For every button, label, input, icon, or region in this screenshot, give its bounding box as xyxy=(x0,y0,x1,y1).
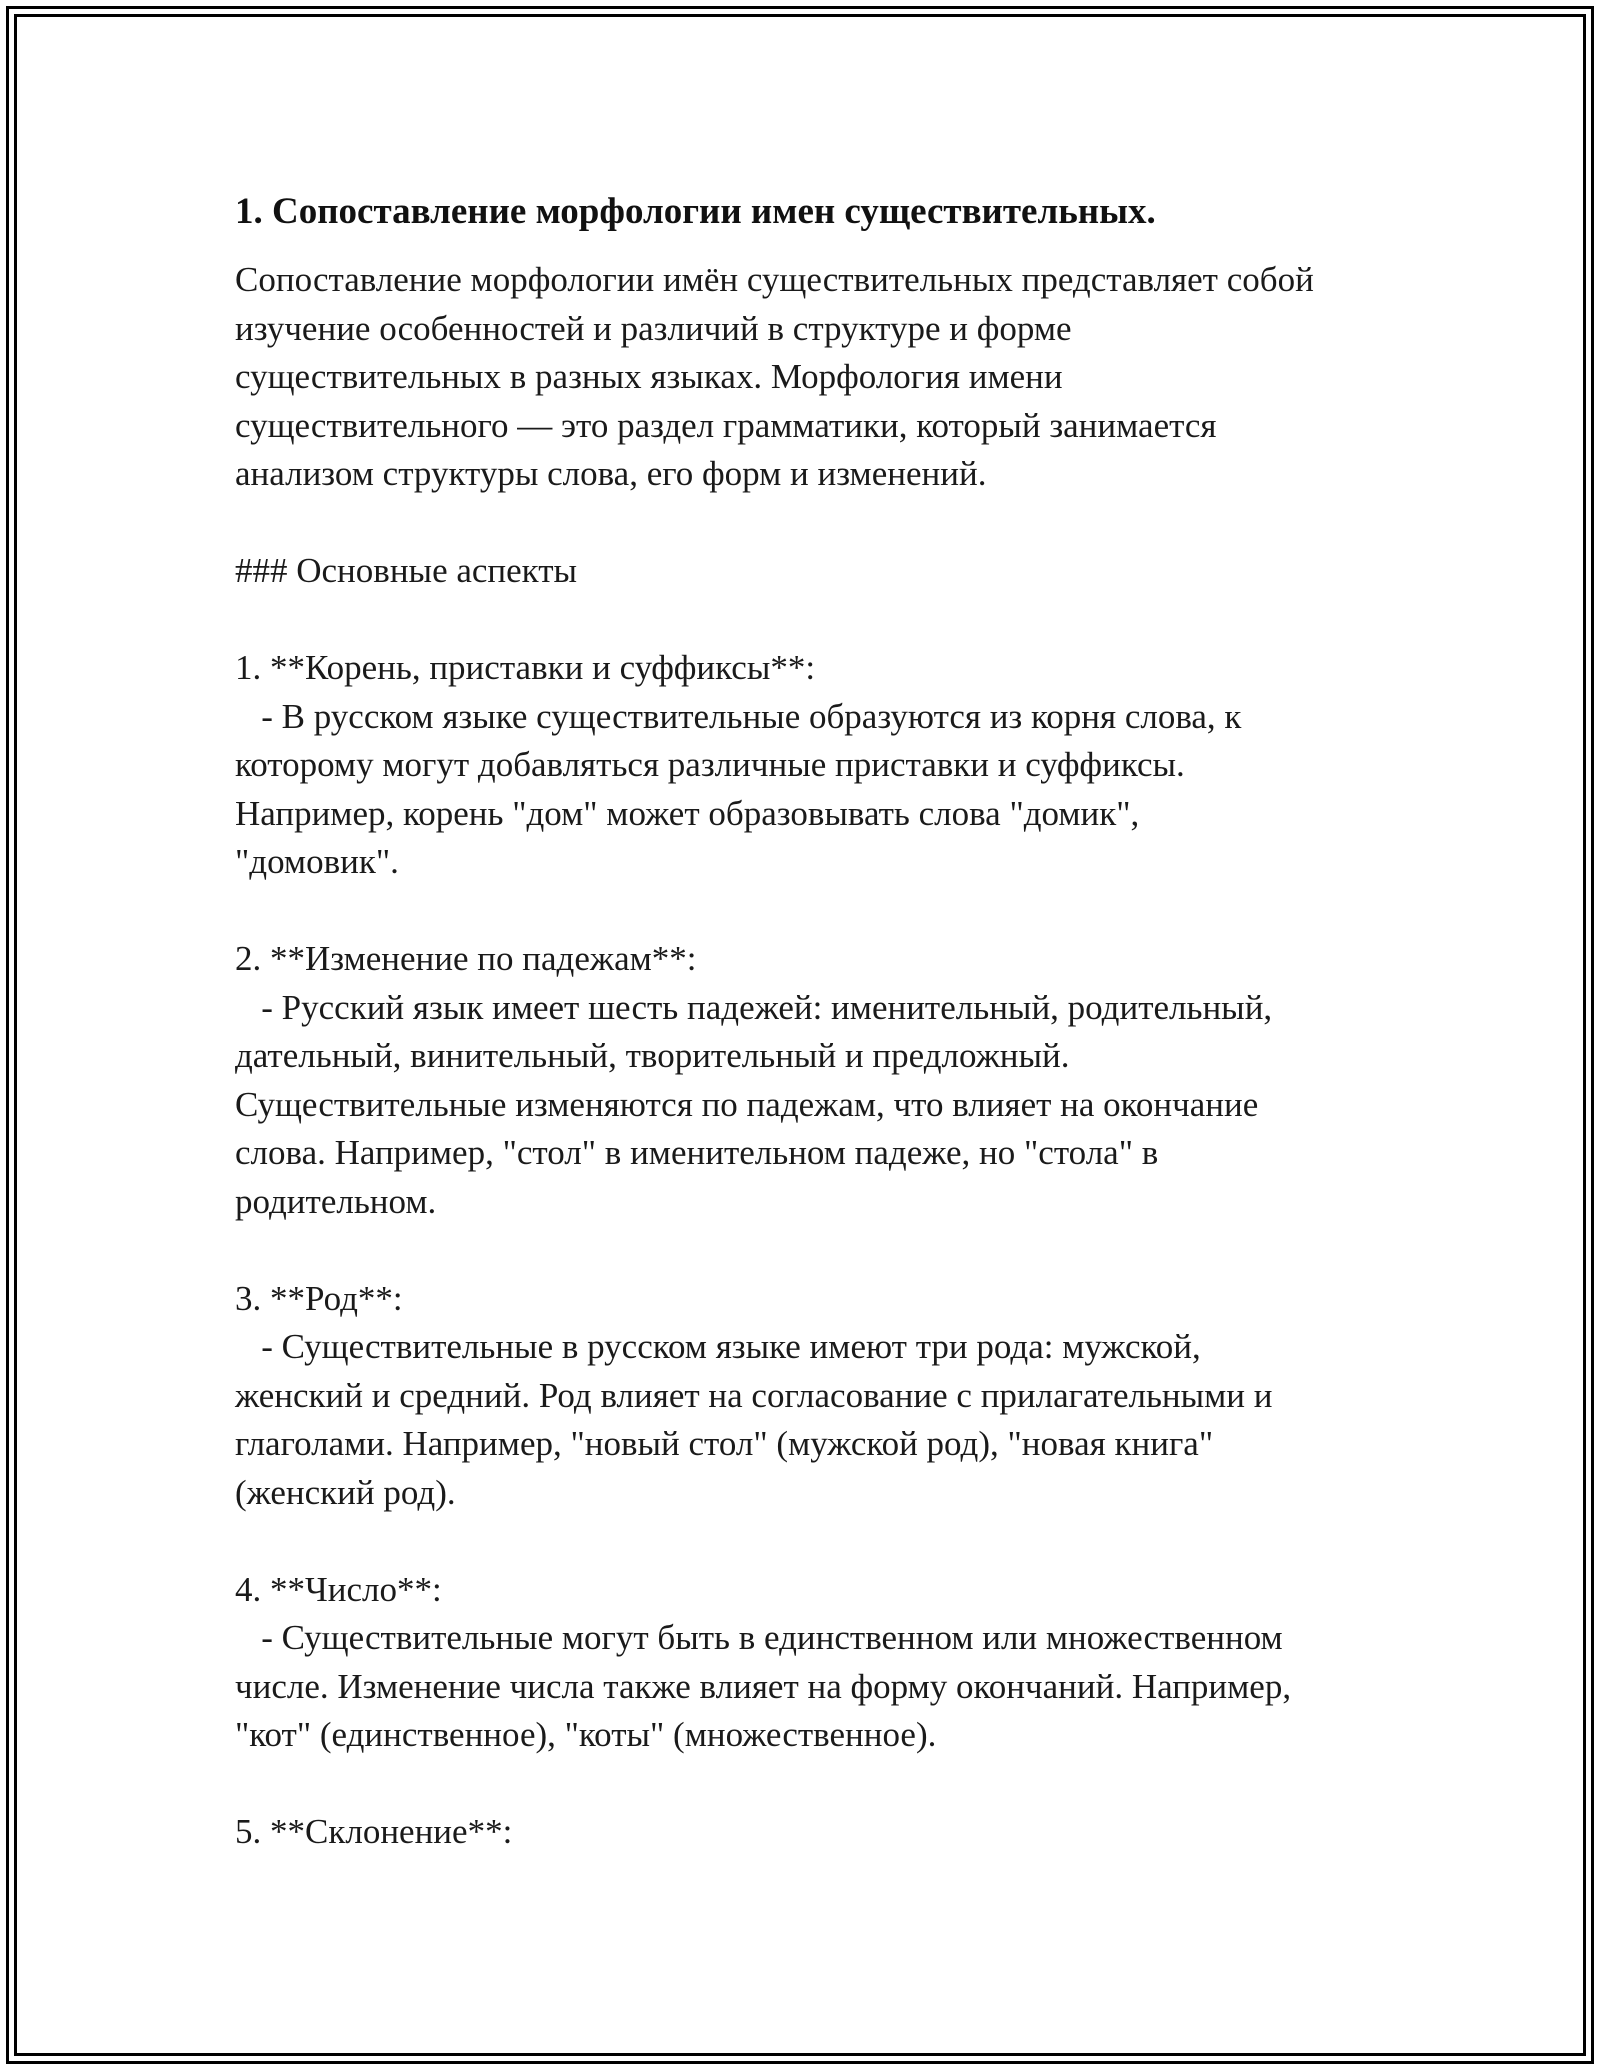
list-item-heading: 1. **Корень, приставки и суффиксы**: xyxy=(235,648,816,687)
spacer xyxy=(235,1226,1395,1275)
list-item-body: - Существительные в русском языке имеют три рода: мужской, женский и средний. Род влияет на согласование с прилагательными и глаголами. Например, "новый стол" (мужской род), "новая книга" (женский род). xyxy=(235,1327,1273,1512)
section-heading: ### Основные аспекты xyxy=(235,551,578,590)
list-item-heading: 5. **Склонение**: xyxy=(235,1812,513,1851)
list-item-heading: 3. **Род**: xyxy=(235,1278,403,1318)
document-title: 1. Сопоставление морфологии имен существительных. xyxy=(235,191,1156,232)
list-item-heading: 4. **Число**: xyxy=(235,1569,442,1609)
spacer xyxy=(235,1760,1395,1809)
spacer xyxy=(235,887,1395,936)
spacer xyxy=(235,1517,1395,1566)
spacer xyxy=(235,596,1395,645)
intro-paragraph: Сопоставление морфологии имён существительных представляет собой изучение особенностей и различий в структуре и форме существительных в разных языках. Морфология имени существительного — это раздел грамматики, который занимается анализом структуры слова, его форм и изменений. xyxy=(235,260,1314,493)
list-item-heading: 2. **Изменение по падежам**: xyxy=(235,939,697,978)
list-item-body: - Существительные могут быть в единственном или множественном числе. Изменение числа также влияет на форму окончаний. Например, "кот" (единственное), "коты" (множественное). xyxy=(235,1618,1292,1754)
spacer xyxy=(235,499,1395,548)
list-item-body: - Русский язык имеет шесть падежей: именительный, родительный, дательный, винительный, творительный и предложный. Существительные изменяются по падежам, что влияет на окончание слова. Например, "стол" в именительном падеже, но "стола" в родительном. xyxy=(235,987,1273,1221)
document-body xyxy=(235,186,1395,1857)
list-item-body: - В русском языке существительные образуются из корня слова, к которому могут добавляться различные приставки и суффиксы. Например, корень "дом" может образовывать слова "домик", "домовик". xyxy=(235,696,1242,881)
